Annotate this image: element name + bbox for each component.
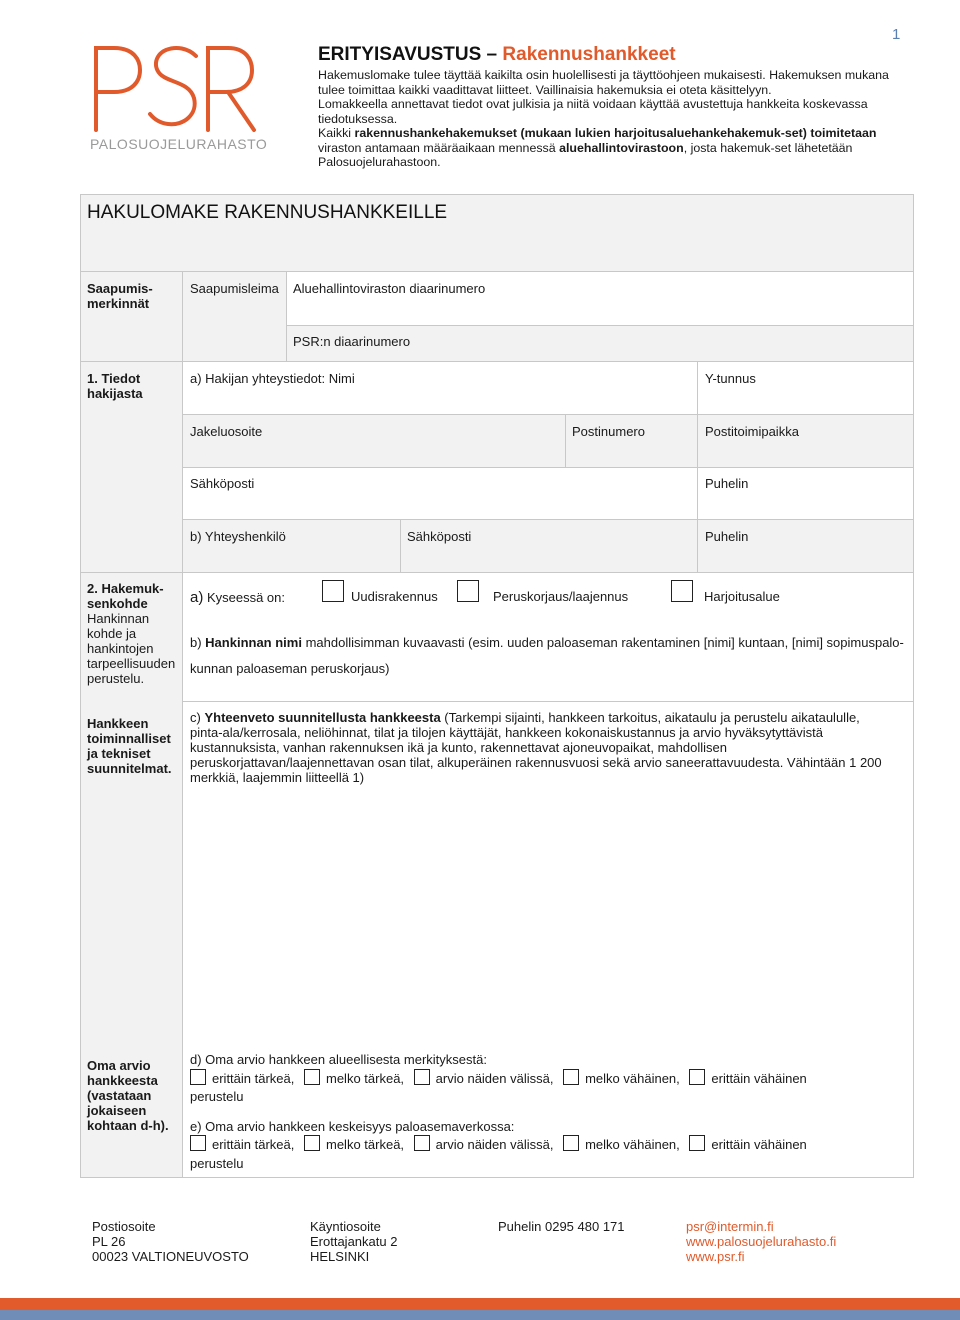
project-name-prompt: b) Hankinnan nimi mahdollisimman kuvaavasti (esim. uuden paloaseman rakentaminen [nimi] kuntaan, [nimi] sopimuspalo- [190,635,904,650]
plans-label: Hankkeen toiminnalliset ja tekniset suunnitelmat. [87,716,172,776]
avi-diary-number-label: Aluehallintoviraston diaarinumero [293,281,486,296]
summary-prompt: c) Yhteenveto suunnitellusta hankkeesta (Tarkempi sijainti, hankkeen tarkoitus, aikataulu ja perustelu aikataululle, pinta-ala/kerrosala, neliöhinnat, tilat ja tilojen käyttäjät, hankkeen kokonaiskustannus ja arvio hyväksytyttävistä kustannuksista, vanhan rakennuksen ikä ja kunto, rakennettavat ajoneuvopaikat, mahdollisen peruskorjattavan/laajennettavan osan tilat, alkuperäinen rakennusvuosi sekä arvio saneerattavuudesta. Vähintään 1 200 merkkiä, laajemmin liitteellä 1) [190,710,882,785]
e-fairly-minor-checkbox[interactable] [563,1135,579,1151]
contact-row [183,520,913,573]
project-kind-label: a) Kyseessä on: [190,589,285,606]
street-address-field[interactable]: Jakeluosoite [190,424,263,439]
address-row [183,415,913,467]
d-fairly-minor-checkbox[interactable] [563,1069,579,1085]
footer-orange-band [0,1298,960,1310]
phone-field[interactable]: Puhelin [705,476,749,491]
renovation-checkbox[interactable] [457,580,479,602]
project-name-example: kunnan paloaseman peruskorjaus) [190,661,390,676]
d-fairly-important-checkbox[interactable] [304,1069,320,1085]
applicant-name-field[interactable]: a) Hakijan yhteystiedot: Nimi [190,371,355,386]
e-in-between-checkbox[interactable] [414,1135,430,1151]
e-very-minor-checkbox[interactable] [689,1135,705,1151]
network-centrality-justification[interactable]: perustelu [190,1156,244,1171]
public-notice: Lomakkeella annettavat tiedot ovat julkisia ja niitä voidaan käyttää avustettuja hankkeita koskevassa tiedotuksessa. [318,97,868,126]
summary-answer-area[interactable] [190,776,890,1034]
contact-phone-field[interactable]: Puhelin [705,529,749,544]
d-very-important-checkbox[interactable] [190,1069,206,1085]
footer-short-website-link[interactable]: www.psr.fi [686,1249,745,1264]
arrival-label: Saapumis- merkinnät [87,281,153,311]
contact-person-field[interactable]: b) Yhteyshenkilö [190,529,286,544]
footer-contact-links [686,1219,836,1264]
page-title: ERITYISAVUSTUS – Rakennushankkeet [318,44,676,65]
assessment-label: Oma arvio hankkeesta (vastataan jokaiseen kohtaan d-h). [87,1058,169,1133]
applicant-label: 1. Tiedot hakijasta [87,371,143,401]
regional-importance-question: d) Oma arvio hankkeen alueellisesta merkityksestä: [190,1052,487,1067]
new-building-label: Uudisrakennus [351,589,438,604]
training-area-checkbox[interactable] [671,580,693,602]
target-label: 2. Hakemuk- senkohde Hankinnan kohde ja hankintojen tarpeellisuuden perustelu. [87,581,176,686]
post-office-field[interactable]: Postitoimipaikka [705,424,799,439]
network-centrality-options: erittäin tärkeä, melko tärkeä, arvio näiden välissä, melko vähäinen, erittäin vähäinen [190,1135,807,1152]
footer-postal-address: Postiosoite PL 26 00023 VALTIONEUVOSTO [92,1219,249,1264]
logo-wordmark: PALOSUOJELURAHASTO [90,136,268,152]
e-very-important-checkbox[interactable] [190,1135,206,1151]
renovation-label: Peruskorjaus/laajennus [493,589,629,604]
email-field[interactable]: Sähköposti [190,476,255,491]
footer-website-link[interactable]: www.palosuojelurahasto.fi [686,1234,837,1249]
form-title: HAKULOMAKE RAKENNUSHANKKEILLE [87,202,448,223]
page-number: 1 [892,26,901,43]
arrival-stamp-label: Saapumisleima [190,281,279,296]
network-centrality-question: e) Oma arvio hankkeen keskeisyys paloasemaverkossa: [190,1119,515,1134]
footer-phone: Puhelin 0295 480 171 [498,1219,625,1234]
postal-code-field[interactable]: Postinumero [572,424,645,439]
new-building-checkbox[interactable] [322,580,344,602]
intro-text [318,68,896,170]
footer-visiting-address: Käyntiosoite Erottajankatu 2 HELSINKI [310,1219,398,1264]
regional-importance-options: erittäin tärkeä, melko tärkeä, arvio näiden välissä, melko vähäinen, erittäin vähäinen [190,1069,807,1086]
d-very-minor-checkbox[interactable] [689,1069,705,1085]
contact-email-field[interactable]: Sähköposti [407,529,472,544]
business-id-field[interactable]: Y-tunnus [705,371,756,386]
footer-blue-band [0,1310,960,1320]
footer-email-link[interactable]: psr@intermin.fi [686,1219,774,1234]
intro-paragraph: Hakemuslomake tulee täyttää kaikilta osin huolellisesti ja täyttöohjeen mukaisesti. Hakemuksen mukana tulee toimittaa kaikki vaadittavat liitteet. Vaillinaisia hakemuksia ei oteta käsittelyyn. [318,68,889,97]
regional-importance-justification[interactable]: perustelu [190,1089,244,1104]
deadline-notice: Kaikki rakennushankehakemukset (mukaan lukien harjoitusaluehankehakemuk-set) toimitetaan viraston antamaan määräaikaan mennessä aluehallintovirastoon, josta hakemuk-set lähetetään Palosuojelurahastoon. [318,126,877,169]
d-in-between-checkbox[interactable] [414,1069,430,1085]
training-area-label: Harjoitusalue [704,589,780,604]
e-fairly-important-checkbox[interactable] [304,1135,320,1151]
psr-diary-number-label: PSR:n diaarinumero [293,334,411,349]
